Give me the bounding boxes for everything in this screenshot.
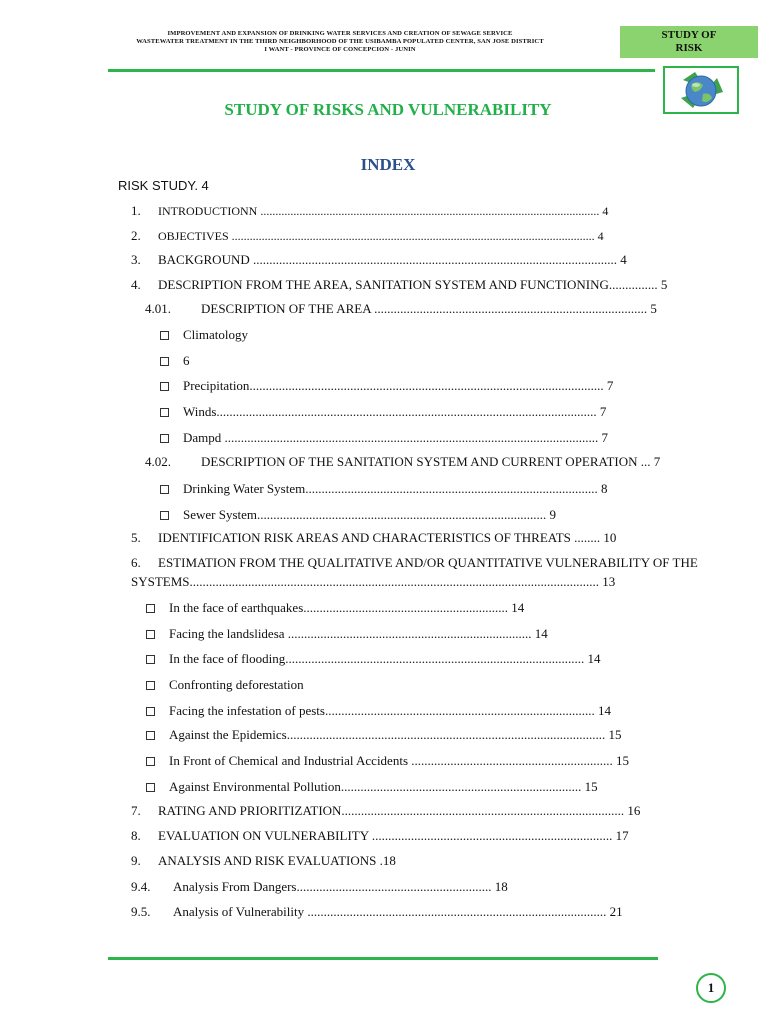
bullet-box-icon [160, 331, 169, 340]
toc-bullet-winds [160, 404, 606, 419]
toc-entry-7 [131, 803, 640, 818]
toc-entry-1 [131, 203, 608, 219]
toc-bullet-drinking-water [160, 481, 607, 496]
toc-text: DESCRIPTION OF THE AREA .................................................................................... 5 [201, 301, 657, 316]
bullet-box-icon [146, 707, 155, 716]
toc-bullet-earthquakes [146, 600, 524, 615]
toc-number: 6. [131, 555, 141, 570]
toc-entry-4-02 [145, 454, 660, 469]
toc-text: SYSTEMS.............................................................................................................................. 13 [131, 574, 616, 589]
toc-entry-6 [131, 555, 698, 570]
toc-entry-2 [131, 228, 604, 244]
toc-entry-6-continued [131, 574, 615, 589]
toc-text: EVALUATION ON VULNERABILITY .......................................................................... 17 [158, 828, 629, 843]
toc-entry-9 [131, 853, 396, 868]
toc-text: BACKGROUND ................................................................................................................ 4 [158, 252, 627, 267]
bullet-box-icon [146, 731, 155, 740]
bullet-box-icon [146, 783, 155, 792]
toc-bullet-deforestation [146, 677, 304, 692]
project-header [120, 30, 560, 54]
bullet-box-icon [146, 630, 155, 639]
bullet-box-icon [146, 681, 155, 690]
toc-number: 8. [131, 828, 141, 843]
badge-line-2: RISK [675, 42, 703, 54]
toc-text: OBJECTIVES ......................................................................................................................... 4 [158, 229, 604, 243]
toc-text: Confronting deforestation [169, 677, 304, 692]
toc-bullet-dampd [160, 430, 608, 445]
toc-number: 3. [131, 252, 141, 267]
toc-text: Dampd ................................................................................................................... 7 [183, 430, 609, 445]
badge-line-1: STUDY OF [661, 29, 717, 41]
toc-text: Climatology [183, 327, 248, 342]
toc-entry-9-4 [131, 879, 508, 894]
toc-text: INTRODUCTIONN ................................................................................................................. 4 [158, 204, 609, 218]
toc-text: Against Environmental Pollution.......................................................................... 15 [169, 779, 598, 794]
toc-entry-4 [131, 277, 667, 292]
toc-text: Drinking Water System.......................................................................................... 8 [183, 481, 608, 496]
toc-entry-3 [131, 252, 627, 267]
toc-text: DESCRIPTION FROM THE AREA, SANITATION SYSTEM AND FUNCTIONING............... 5 [158, 277, 668, 292]
toc-text: Precipitation............................................................................................................. 7 [183, 378, 614, 393]
toc-bullet-flooding [146, 651, 600, 666]
toc-number: 4.01. [145, 301, 171, 316]
document-title: STUDY OF RISKS AND VULNERABILITY [224, 100, 552, 119]
bullet-box-icon [160, 511, 169, 520]
toc-number: 9.4. [131, 879, 151, 894]
bullet-box-icon [160, 408, 169, 417]
toc-number: 9. [131, 853, 141, 868]
toc-number: 9.5. [131, 904, 151, 919]
toc-bullet-climatology [160, 327, 248, 342]
toc-number: 7. [131, 803, 141, 818]
toc-entry-4-01 [145, 301, 657, 316]
bullet-box-icon [146, 604, 155, 613]
toc-text: DESCRIPTION OF THE SANITATION SYSTEM AND CURRENT OPERATION ... 7 [201, 454, 661, 469]
toc-bullet-landslides [146, 626, 548, 641]
toc-bullet-pests [146, 703, 611, 718]
toc-text: Analysis From Dangers............................................................ 18 [173, 879, 508, 894]
toc-text: Winds..................................................................................................................... 7 [183, 404, 607, 419]
toc-text: In the face of earthquakes............................................................... 14 [169, 600, 525, 615]
toc-bullet-page [160, 353, 190, 368]
toc-bullet-precipitation [160, 378, 613, 393]
toc-text: Analysis of Vulnerability ............................................................................................ 21 [173, 904, 623, 919]
footer-divider [108, 957, 658, 960]
toc-text: In Front of Chemical and Industrial Accidents .............................................................. 15 [169, 753, 630, 768]
index-heading: INDEX [360, 155, 416, 174]
bullet-box-icon [160, 485, 169, 494]
toc-entry-8 [131, 828, 629, 843]
toc-text: ANALYSIS AND RISK EVALUATIONS .18 [158, 853, 396, 868]
bullet-box-icon [160, 434, 169, 443]
toc-text: Facing the infestation of pests................................................................................... 14 [169, 703, 611, 718]
study-of-risk-badge [620, 26, 758, 58]
header-line-1: IMPROVEMENT AND EXPANSION OF DRINKING WATER SERVICES AND CREATION OF SEWAGE SERVICE [167, 30, 513, 37]
header-line-2: WASTEWATER TREATMENT IN THE THIRD NEIGHBORHOOD OF THE USIBAMBA POPULATED CENTER, SAN JOSE DISTRICT [136, 38, 544, 45]
bullet-box-icon [160, 382, 169, 391]
header-line-3: I WANT - PROVINCE OF CONCEPCION - JUNIN [264, 46, 416, 53]
toc-entry-9-5 [131, 904, 623, 919]
toc-number: 4. [131, 277, 141, 292]
bullet-box-icon [146, 757, 155, 766]
toc-text: RISK STUDY. 4 [118, 178, 209, 193]
toc-entry-risk-study [118, 178, 209, 193]
toc-number: 5. [131, 530, 141, 545]
toc-text: ESTIMATION FROM THE QUALITATIVE AND/OR QUANTITATIVE VULNERABILITY OF THE [158, 555, 698, 570]
toc-bullet-sewer [160, 507, 556, 522]
header-divider [108, 69, 655, 72]
toc-text: RATING AND PRIORITIZATION....................................................................................... 16 [158, 803, 641, 818]
toc-bullet-epidemics [146, 727, 621, 742]
toc-text: IDENTIFICATION RISK AREAS AND CHARACTERISTICS OF THREATS ........ 10 [158, 530, 617, 545]
toc-text: Facing the landslidesa ........................................................................... 14 [169, 626, 548, 641]
toc-entry-5 [131, 530, 616, 545]
page-number: 1 [696, 973, 726, 1003]
toc-text: Sewer System......................................................................................... 9 [183, 507, 557, 522]
bullet-box-icon [146, 655, 155, 664]
toc-text: Against the Epidemics.................................................................................................. 15 [169, 727, 622, 742]
toc-text: In the face of flooding............................................................................................ 14 [169, 651, 601, 666]
toc-number: 2. [131, 228, 141, 243]
toc-bullet-pollution [146, 779, 598, 794]
bullet-box-icon [160, 357, 169, 366]
toc-number: 1. [131, 203, 141, 218]
toc-text: 6 [183, 353, 190, 368]
toc-number: 4.02. [145, 454, 171, 469]
toc-bullet-chemical-accidents [146, 753, 629, 768]
